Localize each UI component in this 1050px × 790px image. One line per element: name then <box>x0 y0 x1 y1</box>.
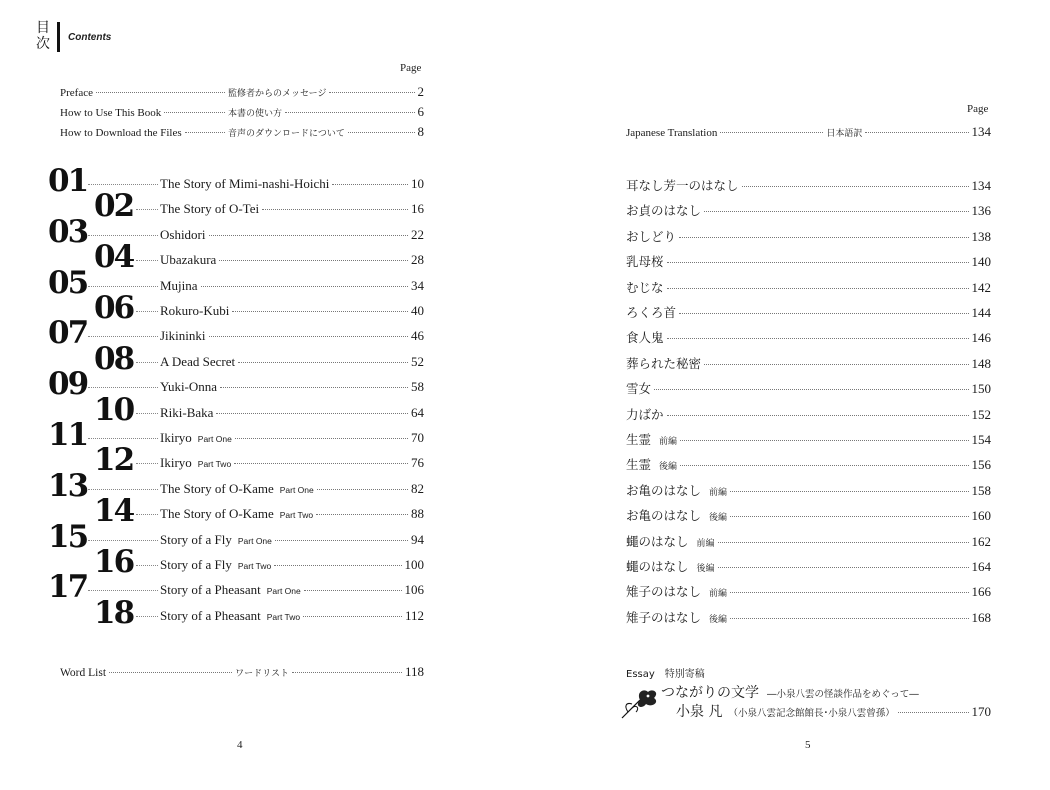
translation-entry-row[interactable] <box>626 455 991 473</box>
leader-dots <box>164 112 225 113</box>
leader-dots <box>720 132 823 133</box>
chapter-number: 13 <box>48 467 88 504</box>
chapter-number: 04 <box>94 239 134 276</box>
leader-dots <box>235 438 408 439</box>
story-page: 106 <box>404 582 424 598</box>
front-matter-row[interactable] <box>60 104 424 118</box>
chapter-number-leader <box>136 209 158 210</box>
word-list-title-jp: ワードリスト <box>235 669 289 679</box>
translation-entry-page: 156 <box>971 457 991 473</box>
translation-title-jp: 日本語訳 <box>826 129 863 139</box>
front-matter-page: 8 <box>417 124 424 139</box>
front-matter-row[interactable] <box>60 124 424 138</box>
story-row[interactable] <box>160 328 424 346</box>
leader-dots <box>209 336 408 337</box>
story-row[interactable] <box>160 227 424 245</box>
translation-entry-page: 144 <box>971 305 991 320</box>
front-matter-title: How to Use This Book <box>60 107 162 119</box>
leader-dots <box>285 112 414 113</box>
translation-entry-title: 雉子のはなし <box>626 609 702 625</box>
translation-entry-page: 152 <box>971 406 991 422</box>
story-title: Yuki-Onna <box>160 379 218 395</box>
right-page-label: Page <box>967 103 989 115</box>
story-part: Part Two <box>266 611 301 622</box>
header-kanji-top: 目 <box>36 20 50 36</box>
leader-dots <box>679 313 968 314</box>
chapter-number: 15 <box>48 518 88 555</box>
translation-entry-row[interactable] <box>626 405 991 423</box>
story-row[interactable] <box>160 455 424 473</box>
leader-dots <box>234 463 408 464</box>
leader-dots <box>654 389 968 390</box>
story-page: 40 <box>411 303 424 318</box>
story-title: A Dead Secret <box>160 353 236 369</box>
story-row[interactable] <box>160 506 424 524</box>
leader-dots <box>730 592 968 593</box>
story-title: Ikiryo <box>160 455 192 471</box>
leader-dots <box>667 288 969 289</box>
leader-dots <box>201 286 408 287</box>
story-row[interactable] <box>160 252 424 270</box>
leader-dots <box>109 672 232 673</box>
translation-entry-page: 166 <box>971 584 991 600</box>
leader-dots <box>209 235 409 236</box>
chapter-number-leader <box>88 489 158 490</box>
chapter-number: 08 <box>94 340 134 377</box>
story-page: 100 <box>404 557 424 572</box>
translation-entry-title: むじな <box>626 279 664 295</box>
story-title: The Story of O-Kame <box>160 506 274 522</box>
translation-entry-title: 耳なし芳一のはなし <box>626 178 739 193</box>
translation-entry-title: お亀のはなし <box>626 508 702 524</box>
essay-title-row[interactable] <box>661 682 919 702</box>
story-row[interactable] <box>160 176 424 194</box>
story-row[interactable] <box>160 430 424 448</box>
front-matter-page: 6 <box>417 104 424 119</box>
essay-author-row[interactable] <box>676 701 991 719</box>
chapter-number: 02 <box>94 188 134 225</box>
essay-label-jp: 特別寄稿 <box>664 669 705 680</box>
story-row[interactable] <box>160 608 424 626</box>
story-title: The Story of O-Tei <box>160 201 260 217</box>
story-row[interactable] <box>160 379 424 397</box>
leader-dots <box>185 132 225 133</box>
story-page: 64 <box>411 404 424 420</box>
essay-label-group <box>626 664 705 682</box>
translation-entry-title: 乳母桜 <box>626 254 664 270</box>
translation-entry-page: 150 <box>971 381 991 397</box>
translation-title: Japanese Translation <box>626 127 718 139</box>
leader-dots <box>680 440 968 441</box>
chapter-number: 01 <box>48 163 88 199</box>
leader-dots <box>329 92 414 93</box>
translation-entry-row[interactable] <box>626 328 991 346</box>
leader-dots <box>704 364 968 365</box>
header-divider <box>57 22 60 52</box>
translation-entry-title: 蠅のはなし <box>626 533 689 549</box>
leader-dots <box>348 132 415 133</box>
leader-dots <box>220 387 408 388</box>
story-row[interactable] <box>160 354 424 372</box>
front-matter-page: 2 <box>417 84 424 99</box>
story-row[interactable] <box>160 405 424 423</box>
translation-entry-row[interactable] <box>626 201 991 219</box>
translation-entry-page: 146 <box>971 330 991 346</box>
leader-dots <box>304 590 402 591</box>
story-title: Jikininki <box>160 328 206 344</box>
story-part: Part Two <box>197 459 232 470</box>
chapter-number-leader <box>88 438 158 439</box>
essay-subtitle: ―小泉八雲の怪談作品をめぐって― <box>767 689 919 700</box>
translation-entry-part: 前編 <box>696 538 715 549</box>
translation-entry-title: 蠅のはなし <box>626 559 689 574</box>
chapter-number-leader <box>88 387 158 388</box>
translation-entry-row[interactable] <box>626 278 991 296</box>
story-page: 52 <box>411 353 424 369</box>
essay-page: 170 <box>971 704 991 719</box>
leader-dots <box>730 491 968 492</box>
chapter-number-leader <box>136 260 158 261</box>
header-title: Contents <box>68 32 112 43</box>
story-title: Story of a Pheasant <box>160 607 261 623</box>
translation-entry-page: 162 <box>971 533 991 549</box>
story-row[interactable] <box>160 201 424 219</box>
translation-entry-page: 160 <box>971 508 991 524</box>
essay-author-note: （小泉八雲記念館館長･小泉八雲曾孫） <box>728 708 895 719</box>
leader-dots <box>219 260 408 261</box>
chapter-number: 05 <box>48 264 88 301</box>
story-part: Part Two <box>279 510 314 521</box>
translation-entry-part: 前編 <box>709 589 728 600</box>
story-page: 112 <box>404 607 424 623</box>
chapter-number: 03 <box>48 213 88 250</box>
leader-dots <box>680 465 968 466</box>
essay-title: つながりの文学 <box>661 685 759 701</box>
story-part: Part One <box>266 586 301 597</box>
translation-entry-part: 後編 <box>659 462 678 473</box>
translation-entry-row[interactable] <box>626 176 991 194</box>
translation-entry-row[interactable] <box>626 506 991 524</box>
translation-entry-title: お貞のはなし <box>626 203 702 219</box>
chapter-number-leader <box>88 235 158 236</box>
leader-dots <box>718 567 969 568</box>
story-page: 46 <box>411 328 424 344</box>
translation-entry-part: 前編 <box>709 487 728 498</box>
word-list-row[interactable] <box>60 664 424 678</box>
story-title: Story of a Fly <box>160 557 232 572</box>
translation-entry-title: 葬られた秘密 <box>626 355 702 371</box>
chapter-number-leader <box>88 286 158 287</box>
story-row[interactable] <box>160 532 424 550</box>
story-title: Riki-Baka <box>160 404 214 420</box>
translation-entry-row[interactable] <box>626 582 991 600</box>
translation-entry-page: 136 <box>971 203 991 219</box>
story-row[interactable] <box>160 557 424 575</box>
leader-dots <box>865 132 968 133</box>
story-page: 94 <box>411 531 424 547</box>
translation-entry-title: おしどり <box>626 228 677 244</box>
leader-dots <box>679 237 968 238</box>
chapter-number-leader <box>136 514 158 515</box>
header-kanji-bottom: 次 <box>36 36 50 52</box>
story-title: Story of a Pheasant <box>160 582 261 598</box>
chapter-number: 06 <box>94 290 134 326</box>
translation-entry-page: 142 <box>971 279 991 295</box>
translation-entry-page: 134 <box>971 178 991 193</box>
chapter-number-leader <box>88 336 158 337</box>
front-matter-row[interactable] <box>60 84 424 98</box>
story-page: 88 <box>411 506 424 522</box>
leader-dots <box>332 184 408 185</box>
story-title: The Story of Mimi-nashi-Hoichi <box>160 176 330 191</box>
leader-dots <box>667 262 969 263</box>
story-row[interactable] <box>160 481 424 499</box>
chapter-number-leader <box>136 565 158 566</box>
story-page: 28 <box>411 252 424 268</box>
lily-illustration-icon <box>618 686 664 722</box>
translation-entry-page: 154 <box>971 432 991 447</box>
story-page: 10 <box>411 176 424 191</box>
story-title: Mujina <box>160 277 198 293</box>
chapter-number: 17 <box>48 569 88 606</box>
leader-dots <box>316 514 408 515</box>
leader-dots <box>262 209 408 210</box>
right-page-number: 5 <box>805 739 811 751</box>
leader-dots <box>317 489 408 490</box>
leader-dots <box>730 516 968 517</box>
left-page-number: 4 <box>237 739 243 751</box>
leader-dots <box>704 211 968 212</box>
story-title: Ubazakura <box>160 252 217 268</box>
translation-row[interactable] <box>626 124 991 138</box>
header-kanji <box>34 20 52 52</box>
story-page: 82 <box>411 480 424 496</box>
translation-entry-page: 140 <box>971 254 991 270</box>
leader-dots <box>232 311 408 312</box>
story-title: Story of a Fly <box>160 531 232 547</box>
translation-entry-page: 148 <box>971 355 991 371</box>
leader-dots <box>898 712 969 713</box>
story-page: 34 <box>411 277 424 293</box>
chapter-number: 16 <box>94 544 134 580</box>
translation-entry-row[interactable] <box>626 252 991 270</box>
story-row[interactable] <box>160 582 424 600</box>
story-part: Part Two <box>237 561 272 571</box>
translation-entry-part: 後編 <box>709 513 728 524</box>
chapter-number: 14 <box>94 493 134 530</box>
translation-entry-row[interactable] <box>626 379 991 397</box>
story-page: 16 <box>411 201 424 217</box>
translation-entry-title: 雪女 <box>626 381 652 397</box>
chapter-number-leader <box>136 616 158 617</box>
translation-entry-page: 168 <box>971 609 991 625</box>
translation-entry-part: 後編 <box>696 564 715 574</box>
leader-dots <box>238 362 408 363</box>
leader-dots <box>216 413 408 414</box>
translation-entry-title: 食人鬼 <box>626 330 664 346</box>
story-part: Part One <box>197 434 232 444</box>
chapter-number: 18 <box>94 594 134 631</box>
left-page-label: Page <box>400 62 422 74</box>
story-page: 70 <box>411 430 424 445</box>
word-list-title: Word List <box>60 667 107 679</box>
chapter-number-leader <box>136 463 158 464</box>
translation-entry-page: 138 <box>971 228 991 244</box>
essay-author: 小泉 凡 <box>676 704 723 720</box>
front-matter-title-jp: 監修者からのメッセージ <box>228 89 327 99</box>
leader-dots <box>667 338 969 339</box>
translation-entry-row[interactable] <box>626 557 991 575</box>
story-part: Part One <box>279 484 314 495</box>
leader-dots <box>274 565 401 566</box>
story-row[interactable] <box>160 303 424 321</box>
leader-dots <box>96 92 225 93</box>
translation-entry-part: 後編 <box>709 614 728 625</box>
chapter-number: 07 <box>48 315 88 352</box>
translation-entry-row[interactable] <box>626 354 991 372</box>
leader-dots <box>303 616 402 617</box>
translation-entry-title: 生霊 <box>626 432 652 447</box>
leader-dots <box>667 415 969 416</box>
chapter-number-leader <box>136 413 158 414</box>
story-page: 58 <box>411 379 424 395</box>
chapter-number: 10 <box>94 391 134 428</box>
translation-entry-title: お亀のはなし <box>626 482 702 498</box>
story-page: 76 <box>411 455 424 471</box>
front-matter-title: How to Download the Files <box>60 127 182 139</box>
translation-entry-page: 158 <box>971 482 991 498</box>
story-page: 22 <box>411 226 424 242</box>
leader-dots <box>292 672 402 673</box>
essay-label: Essay <box>626 669 655 680</box>
chapter-number: 11 <box>48 417 88 453</box>
translation-entry-part: 前編 <box>659 437 678 447</box>
translation-entry-row[interactable] <box>626 303 991 321</box>
word-list-page: 118 <box>404 664 424 679</box>
chapter-number: 09 <box>48 366 88 403</box>
translation-entry-title: 生霊 <box>626 457 652 473</box>
front-matter-title-jp: 本書の使い方 <box>228 109 283 119</box>
chapter-number-leader <box>136 311 158 312</box>
chapter-number-leader <box>88 540 158 541</box>
leader-dots <box>742 186 969 187</box>
story-row[interactable] <box>160 278 424 296</box>
chapter-number-leader <box>88 184 158 185</box>
chapter-number: 12 <box>94 442 134 479</box>
translation-entry-title: ろくろ首 <box>626 305 677 320</box>
story-part: Part One <box>237 535 272 546</box>
translation-entry-title: 雉子のはなし <box>626 584 702 600</box>
story-title: The Story of O-Kame <box>160 480 274 496</box>
story-title: Oshidori <box>160 226 206 242</box>
leader-dots <box>275 540 408 541</box>
translation-entry-row[interactable] <box>626 532 991 550</box>
translation-entry-row[interactable] <box>626 608 991 626</box>
translation-entry-page: 164 <box>971 559 991 574</box>
front-matter-title-jp: 音声のダウンロードについて <box>228 129 345 139</box>
story-title: Rokuro-Kubi <box>160 303 230 318</box>
chapter-number-leader <box>88 590 158 591</box>
story-title: Ikiryo <box>160 430 192 445</box>
front-matter-title: Preface <box>60 87 93 99</box>
translation-entry-title: 力ばか <box>626 406 664 422</box>
leader-dots <box>718 542 969 543</box>
chapter-number-leader <box>136 362 158 363</box>
leader-dots <box>730 618 968 619</box>
translation-entry-row[interactable] <box>626 430 991 448</box>
translation-entry-row[interactable] <box>626 227 991 245</box>
translation-entry-row[interactable] <box>626 481 991 499</box>
translation-page: 134 <box>971 124 991 139</box>
